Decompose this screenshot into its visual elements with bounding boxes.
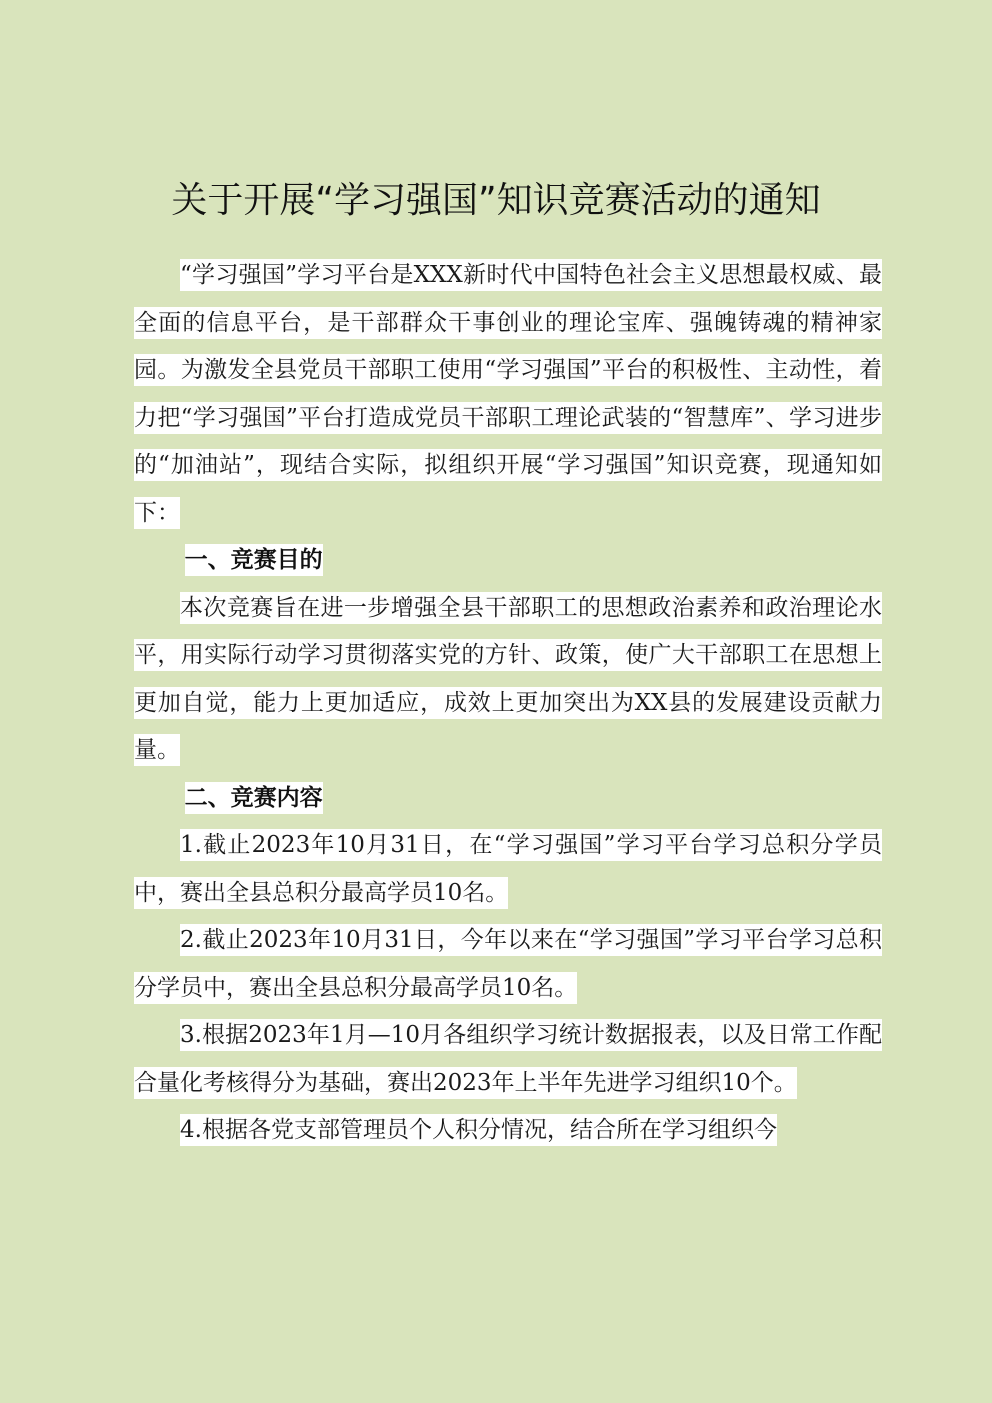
document-title: 关于开展“学习强国”知识竞赛活动的通知 xyxy=(171,180,821,221)
intro-text: “学习强国”学习平台是XXX新时代中国特色社会主义思想最权威、最全面的信息平台，是干部群众干事创业的理论宝库、强魄铸魂的精神家园。为激发全县党员干部职工使用“学习强国”平台的积极性、主动性，着力把“学习强国”平台打造成党员干部职工理论武装的“智慧库”、学习进步的“加油站”，现结合实际，拟组织开展“学习强国”知识竞赛，现通知如下： xyxy=(134,259,882,529)
document-body xyxy=(134,252,882,1155)
section-heading-purpose xyxy=(134,537,882,585)
content-item-text: 4.根据各党支部管理员个人积分情况，结合所在学习组织今 xyxy=(180,1114,777,1146)
content-item xyxy=(134,1107,882,1155)
content-item xyxy=(134,1012,882,1107)
section-heading-text: 二、竞赛内容 xyxy=(185,782,323,814)
section-heading-content xyxy=(134,775,882,823)
section-heading-text: 一、竞赛目的 xyxy=(185,544,323,576)
purpose-text: 本次竞赛旨在进一步增强全县干部职工的思想政治素养和政治理论水平，用实际行动学习贯彻落实党的方针、政策，使广大干部职工在思想上更加自觉，能力上更加适应，成效上更加突出为XX县的发展建设贡献力量。 xyxy=(134,592,882,767)
content-item-text: 2.截止2023年10月31日，今年以来在“学习强国”学习平台学习总积分学员中，赛出全县总积分最高学员10名。 xyxy=(134,924,882,1004)
content-item xyxy=(134,917,882,1012)
content-item-text: 3.根据2023年1月—10月各组织学习统计数据报表，以及日常工作配合量化考核得分为基础，赛出2023年上半年先进学习组织10个。 xyxy=(134,1019,882,1099)
content-item-text: 1.截止2023年10月31日，在“学习强国”学习平台学习总积分学员中，赛出全县总积分最高学员10名。 xyxy=(134,829,882,909)
content-item xyxy=(134,822,882,917)
purpose-paragraph xyxy=(134,585,882,775)
intro-paragraph xyxy=(134,252,882,537)
